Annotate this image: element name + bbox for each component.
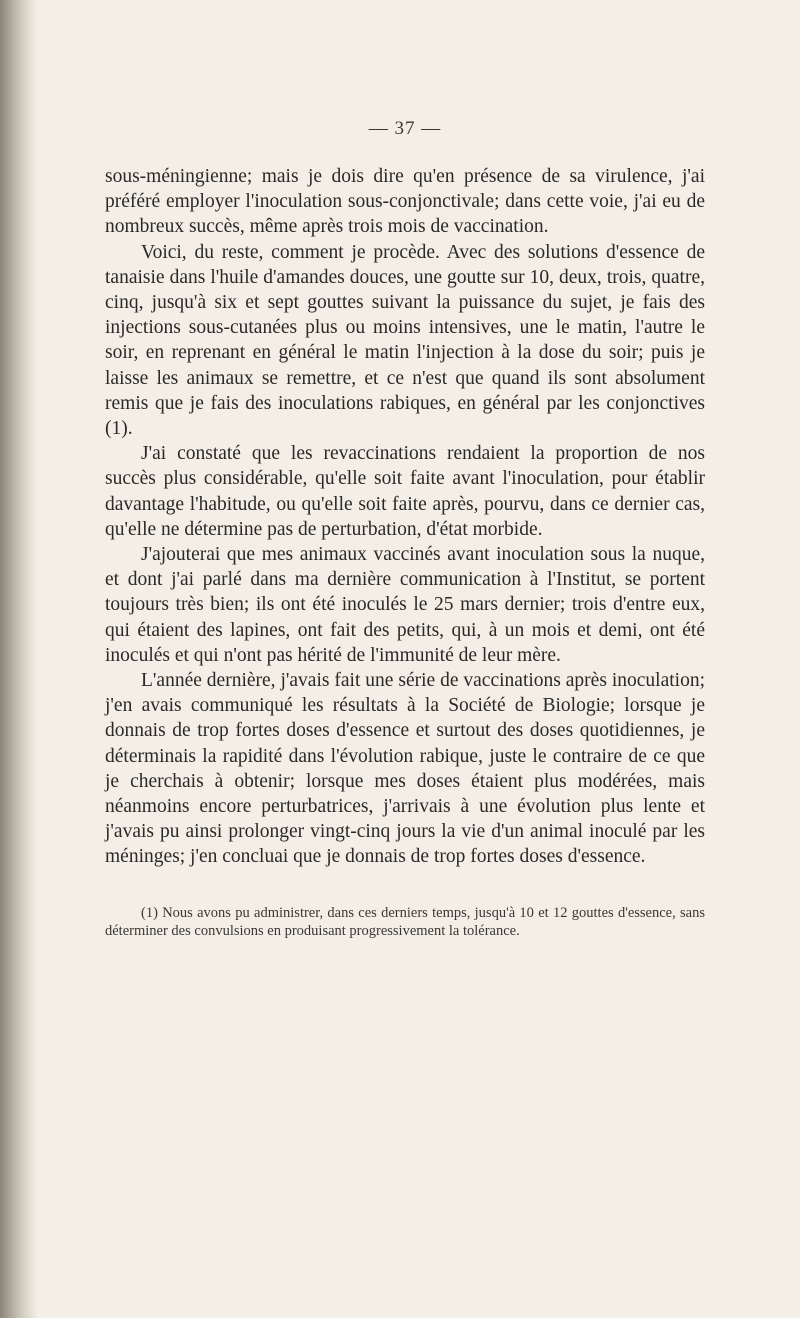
page-number: — 37 — (368, 118, 442, 139)
paragraph-5: L'année dernière, j'avais fait une série de vaccinations après inoculation; j'en avais communiqué les résultats à la Société de Biologie; lorsque je donnais de trop fortes doses d'essence et surtout des doses quotidiennes, je déterminais la rapidité dans l'évolution rabique, juste le contraire de ce que je cherchais à obtenir; lorsque mes doses étaient plus modérées, mais néanmoins encore perturbatrices, j'arrivais à une évolution plus lente et j'avais pu ainsi prolonger vingt-cinq jours la vie d'un animal inoculé par les méninges; j'en concluai que je donnais de trop fortes doses d'essence. (105, 670, 705, 868)
footnote: (1) Nous avons pu administrer, dans ces derniers temps, jusqu'à 10 et 12 gouttes d'essence, sans déterminer des convulsions en produisant progressivement la tolérance. (105, 904, 705, 939)
page-binding-shadow (0, 0, 38, 1318)
paragraph-4: J'ajouterai que mes animaux vaccinés avant inoculation sous la nuque, et dont j'ai parlé dans ma dernière communication à l'Institut, se portent toujours très bien; ils ont été inoculés le 25 mars dernier; trois d'entre eux, qui étaient des lapines, ont fait des petits, qui, à un mois et demi, ont été inoculés et qui n'ont pas hérité de l'immunité de leur mère. (105, 544, 705, 666)
paragraph-1: sous-méningienne; mais je dois dire qu'en présence de sa virulence, j'ai préféré employer l'inoculation sous-conjonctivale; dans cette voie, j'ai eu de nombreux succès, même après trois mois de vaccination. (105, 166, 705, 238)
body-text (105, 164, 705, 870)
paragraph-3: J'ai constaté que les revaccinations rendaient la proportion de nos succès plus considérable, qu'elle soit faite avant l'inoculation, pour établir davantage l'habitude, ou qu'elle soit faite après, pourvu, dans ce dernier cas, qu'elle ne détermine pas de perturbation, d'état morbide. (105, 443, 705, 540)
book-page (105, 118, 705, 940)
paragraph-2: Voici, du reste, comment je procède. Avec des solutions d'essence de tanaisie dans l'huile d'amandes douces, une goutte sur 10, deux, trois, quatre, cinq, jusqu'à six et sept gouttes suivant la puissance du sujet, je fais des injections sous-cutanées plus ou moins intensives, une le matin, l'autre le soir, en reprenant en général le matin l'injection à la dose du soir; puis je laisse les animaux se remettre, et ce n'est que quand ils sont absolument remis que je fais des inoculations rabiques, en général par les conjonctives (1). (105, 241, 705, 440)
